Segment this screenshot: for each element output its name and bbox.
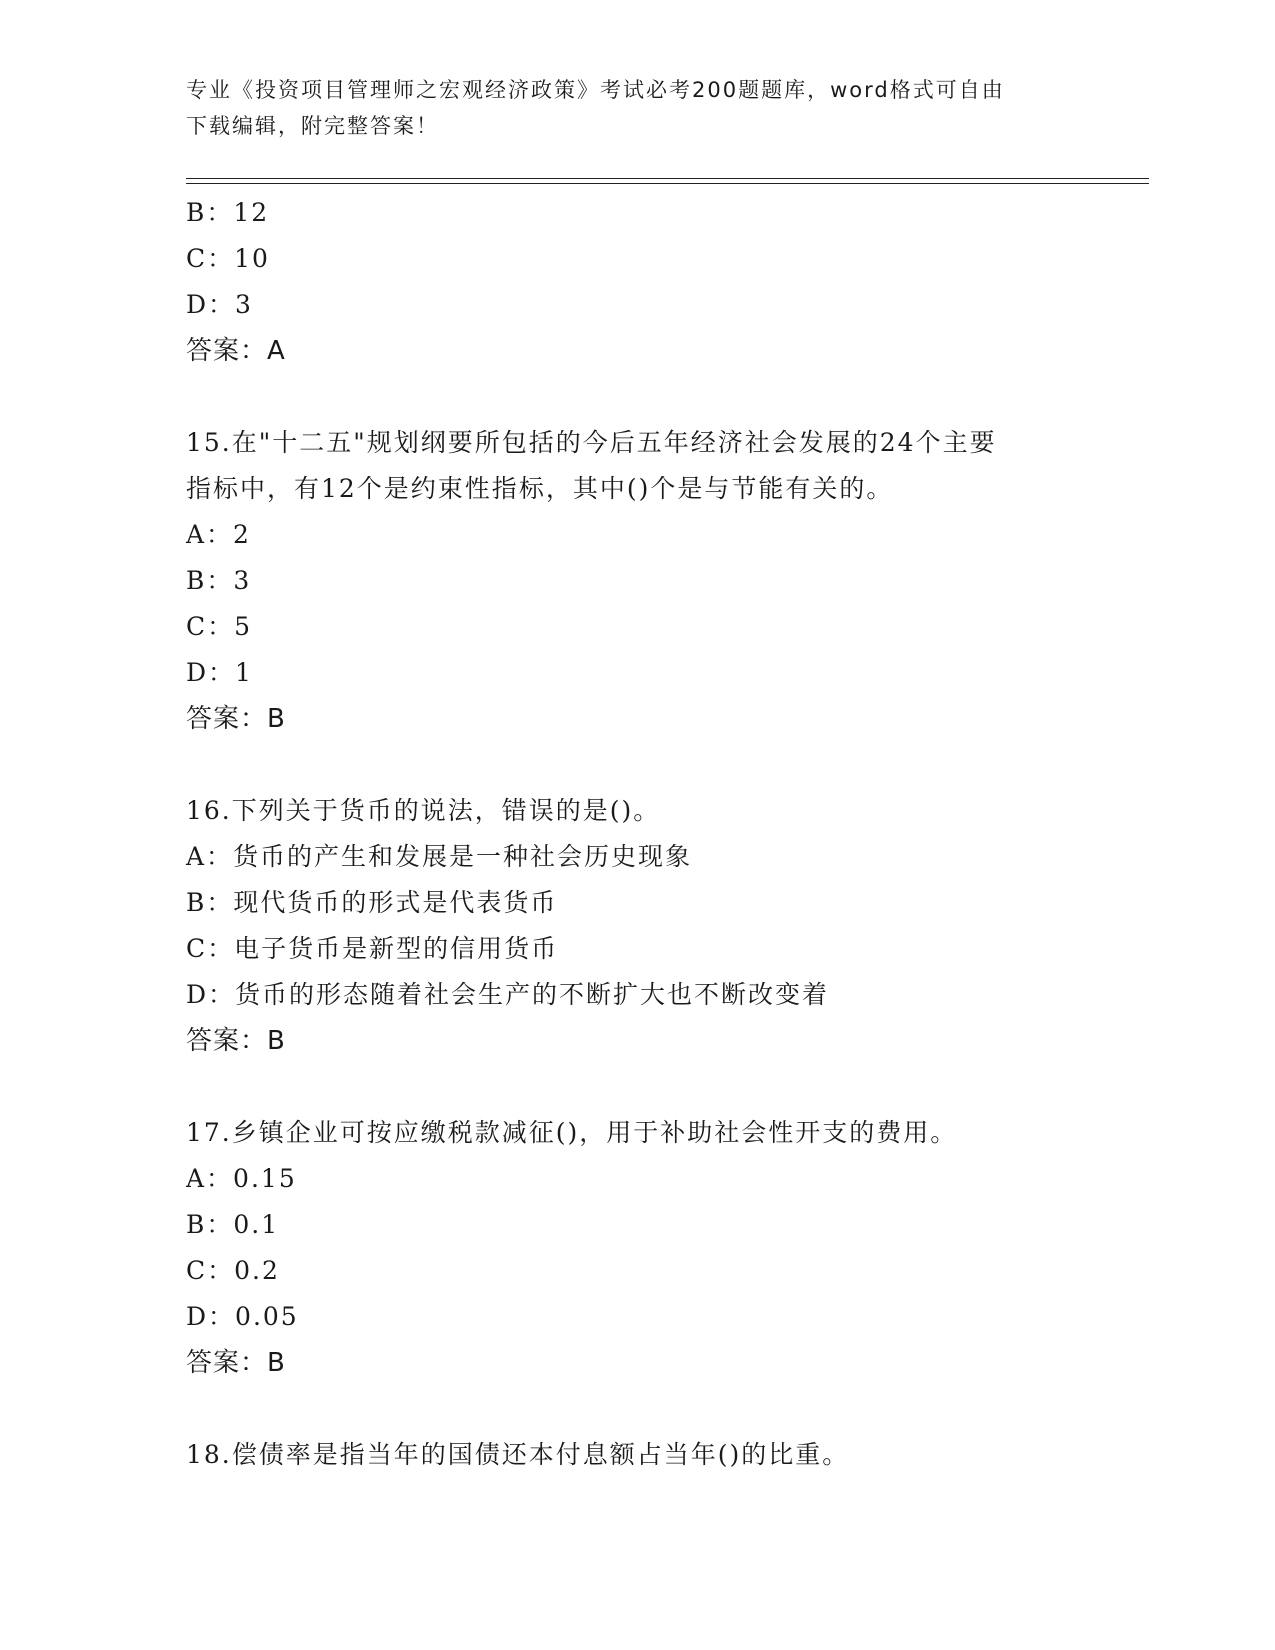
header-rule-bottom bbox=[186, 183, 1149, 184]
question-14-tail bbox=[186, 190, 1146, 374]
option-d: D：1 bbox=[186, 658, 253, 687]
question-stem: 16.下列关于货币的说法，错误的是()。 bbox=[186, 796, 661, 825]
spacer bbox=[186, 1064, 1146, 1110]
answer: 答案：B bbox=[186, 1026, 286, 1056]
answer: 答案：B bbox=[186, 704, 286, 734]
spacer bbox=[186, 1386, 1146, 1432]
option-b: B：12 bbox=[186, 198, 270, 227]
option-d: D：3 bbox=[186, 290, 253, 319]
question-18 bbox=[186, 1432, 1146, 1478]
question-stem: 17.乡镇企业可按应缴税款减征()，用于补助社会性开支的费用。 bbox=[186, 1118, 958, 1147]
answer: 答案：B bbox=[186, 1348, 286, 1378]
option-b: B：现代货币的形式是代表货币 bbox=[186, 888, 558, 917]
question-17 bbox=[186, 1110, 1146, 1386]
question-stem: 18.偿债率是指当年的国债还本付息额占当年()的比重。 bbox=[186, 1440, 850, 1469]
option-a: A：2 bbox=[186, 520, 251, 549]
header-line-1: 专业《投资项目管理师之宏观经济政策》考试必考200题题库，word格式可自由 bbox=[186, 78, 1005, 102]
option-c: C：电子货币是新型的信用货币 bbox=[186, 934, 559, 963]
option-d: D：0.05 bbox=[186, 1302, 299, 1331]
spacer bbox=[186, 742, 1146, 788]
option-c: C：5 bbox=[186, 612, 253, 641]
answer: 答案：A bbox=[186, 336, 286, 366]
header-rule-top bbox=[186, 178, 1149, 179]
option-b: B：0.1 bbox=[186, 1210, 280, 1239]
option-c: C：10 bbox=[186, 244, 270, 273]
question-stem-line-1: 15.在"十二五"规划纲要所包括的今后五年经济社会发展的24个主要 bbox=[186, 428, 997, 457]
question-list bbox=[186, 190, 1146, 1478]
option-a: A：0.15 bbox=[186, 1164, 297, 1193]
question-16 bbox=[186, 788, 1146, 1064]
spacer bbox=[186, 374, 1146, 420]
header-line-2: 下载编辑，附完整答案！ bbox=[186, 114, 439, 138]
question-stem-line-2: 指标中，有12个是约束性指标，其中()个是与节能有关的。 bbox=[186, 474, 894, 503]
question-15 bbox=[186, 420, 1146, 742]
option-c: C：0.2 bbox=[186, 1256, 280, 1285]
option-d: D：货币的形态随着社会生产的不断扩大也不断改变着 bbox=[186, 980, 830, 1009]
option-a: A：货币的产生和发展是一种社会历史现象 bbox=[186, 842, 693, 871]
option-b: B：3 bbox=[186, 566, 252, 595]
document-header bbox=[186, 72, 1086, 144]
